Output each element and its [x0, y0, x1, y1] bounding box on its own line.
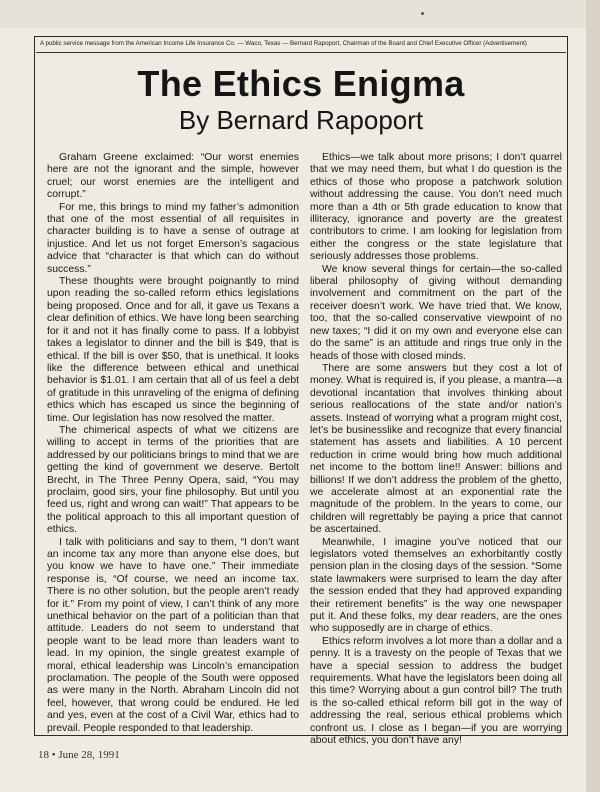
- article-title: The Ethics Enigma: [137, 63, 465, 104]
- article-byline: By Bernard Rapoport: [178, 105, 424, 135]
- page-top-edge: [0, 0, 600, 28]
- paragraph: These thoughts were brought poignantly to mind upon reading the so-called reform ethics legislations being proposed. Once and for all, it gave us Texans a clear definition of ethics. We have long been searching for it and not it has finally come to pass. If a lobbyist takes a legislator to dinner and the bill is $49, that is ethical. If the bill is over $50, that is unethical. It looks like the difference between ethical and unethical behavior is $1.01. I am certain that all of us feel a debt of gratitude in this unraveling of the enigma of defining ethics which has escaped us since the beginning of time. Our legislation has now resolved the matter.: [47, 276, 299, 424]
- paragraph: Ethics—we talk about more prisons; I don’t quarrel that we may need them, but what I do question is the ethics of those who propose a patchwork solution without addressing the cause. You don’t need much more than a 4th or 5th grade education to know that illiteracy, ignorance and poverty are the greatest contributors to crime. I am looking for legislation from either the congress or the state legislature that seriously addresses those problems.: [310, 152, 562, 263]
- paragraph: There are some answers but they cost a lot of money. What is required is, if you please, a mantra—a devotional incantation that involves thinking about serious reallocations of the state and/or nation’s assets. Instead of worrying what a program might cost, let’s be businesslike and recognize that every financial statement has assets and liabilities. A 10 percent reduction in crime would bring how much additional net income to the bottom line!! Answer: billions and billions! If we don’t address the problem of the ghetto, we accelerate almost at an exponential rate the magnitude of the problem. In the years to come, our children will regrettably be paying a price that cannot be ascertained.: [310, 362, 562, 536]
- paragraph: Ethics reform involves a lot more than a dollar and a penny. It is a travesty on the people of Texas that we have a special session to address the budget requirements. What have the legislators been doing all this time? Worrying about a gun control bill? The truth is the so-called ethical reform bill got in the way of addressing the real, serious ethical problems which confront us. I close as I began—if you are worrying about ethics, you don’t have any!: [310, 635, 562, 747]
- header-rule: [36, 52, 566, 53]
- page-number-date: 18 • June 28, 1991: [38, 749, 120, 761]
- paragraph: For me, this brings to mind my father’s admonition that one of the most essential of all requisites in character building is to have a sense of outrage at injustice. And let us not forget Emerson’s sagacious advice that “character is that which can do without success.”: [47, 201, 299, 275]
- paragraph: The chimerical aspects of what we citizens are willing to accept in terms of the priorities that are addressed by our politicians brings to mind that we are getting the kind of government we deserve. Bertolt Brecht, in The Three Penny Opera, said, “You may proclaim, good sirs, your fine philosophy. But until you feed us, right and wrong can wait!” That appears to be the political approach to this all important question of ethics.: [47, 424, 299, 536]
- paragraph: Graham Greene exclaimed: “Our worst enemies here are not the ignorant and the simple, however cruel; our worst enemies are the intelligent and corrupt.”: [47, 152, 299, 201]
- paragraph: I talk with politicians and say to them, “I don’t want an income tax any more than anyone else does, but you know we have to have one.” Their immediate response is, “Of course, we need an income tax. There is no other solution, but the people aren’t ready for it.” From my point of view, I can’t think of any more unethical behavior on the part of a politician than that attitude. Leaders do not seem to understand that people want to be lead more than leaders want to lead. In my opinion, the single greatest example of moral, ethical leadership was Lincoln’s emancipation proclamation. The people of the South were opposed as were many in the North. Abraham Lincoln did not feel, however, that wrong could be endured. He led and yes, even at the cost of a Civil War, ethics had to prevail. People responded to that leadership.: [47, 536, 299, 734]
- right-column: [310, 152, 562, 747]
- paragraph: Meanwhile, I imagine you’ve noticed that our legislators voted themselves an exhorbitantly costly pension plan in the closing days of the session. “Some state lawmakers were surprised to learn the day after the session ended that they had approved expanding their retirement benefits” is the way one newspaper put it. And these folks, my dear readers, are the ones who supposedly are in charge of ethics.: [310, 536, 562, 635]
- paragraph: We know several things for certain—the so-called liberal philosophy of giving without demanding involvement and commitment on the part of the receiver doesn’t work. We have tried that. We know, too, that the so-called conservative viewpoint of no new taxes; “I did it on my own and everyone else can do the same” is an attitude and rings true only in the heads of those with closed minds.: [310, 263, 562, 362]
- page-speck: [421, 12, 424, 15]
- advertisement-notice: A public service message from the American Income Life Insurance Co. — Waco, Texas — Bernard Rapoport, Chairman of the Board and Chief Executive Officer (Advertisement): [40, 40, 527, 47]
- page-right-edge: [586, 0, 600, 792]
- left-column: [47, 152, 299, 734]
